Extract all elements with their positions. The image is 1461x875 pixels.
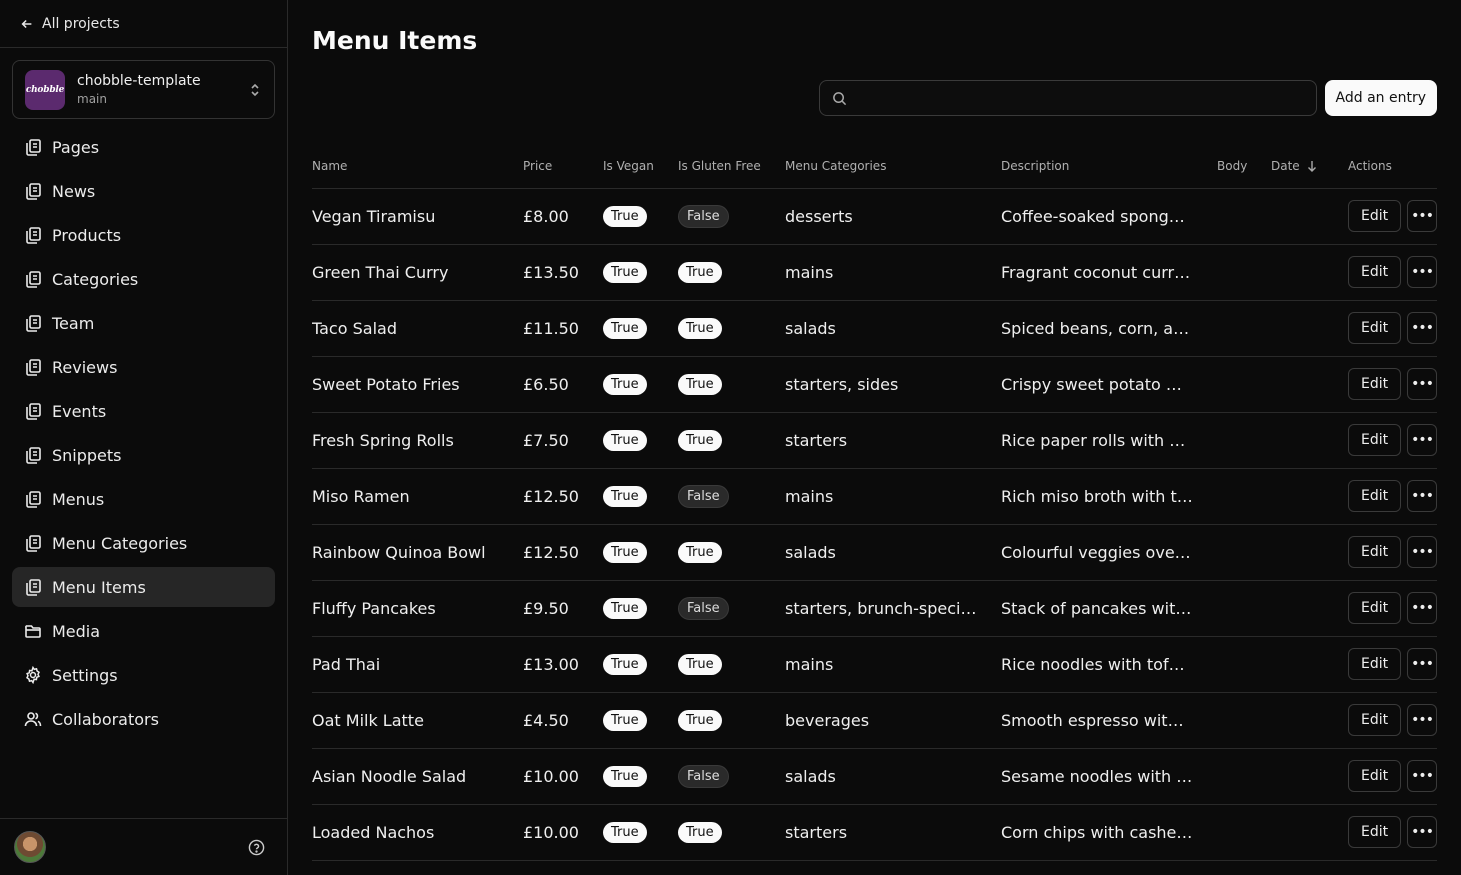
boolean-badge: True bbox=[603, 486, 647, 507]
cell-date bbox=[1271, 580, 1348, 636]
boolean-badge: False bbox=[678, 597, 729, 620]
edit-button[interactable]: Edit bbox=[1348, 536, 1401, 568]
table-body bbox=[312, 188, 1437, 860]
cell-menu-categories: starters, brunch-speci… bbox=[785, 580, 1001, 636]
cell-date bbox=[1271, 804, 1348, 860]
row-actions bbox=[1348, 536, 1437, 568]
column-header-description bbox=[1001, 144, 1217, 188]
more-options-button[interactable]: ••• bbox=[1407, 816, 1437, 848]
cell-actions bbox=[1348, 244, 1437, 300]
entries-table bbox=[312, 144, 1437, 861]
table-row[interactable] bbox=[312, 692, 1437, 748]
cell-actions bbox=[1348, 524, 1437, 580]
page-title: Menu Items bbox=[312, 26, 478, 55]
cell-description: Colourful veggies ove… bbox=[1001, 524, 1217, 580]
more-options-button[interactable]: ••• bbox=[1407, 704, 1437, 736]
cell-price: £12.50 bbox=[523, 468, 603, 524]
table-row[interactable] bbox=[312, 524, 1437, 580]
edit-button[interactable]: Edit bbox=[1348, 480, 1401, 512]
cell-body bbox=[1217, 300, 1271, 356]
boolean-badge: True bbox=[603, 430, 647, 451]
cell-menu-categories: desserts bbox=[785, 188, 1001, 244]
column-header-label: Is Vegan bbox=[603, 158, 654, 173]
search-icon bbox=[832, 91, 847, 106]
cell-name: Taco Salad bbox=[312, 300, 523, 356]
cell-price: £4.50 bbox=[523, 692, 603, 748]
row-actions bbox=[1348, 760, 1437, 792]
cell-is-vegan bbox=[603, 300, 678, 356]
toolbar bbox=[312, 80, 1437, 116]
column-header-label: Actions bbox=[1348, 158, 1392, 173]
cell-name: Fluffy Pancakes bbox=[312, 580, 523, 636]
sidebar-nav bbox=[0, 127, 287, 743]
column-header-price bbox=[523, 144, 603, 188]
column-header-is-gluten-free bbox=[678, 144, 785, 188]
table-row[interactable] bbox=[312, 356, 1437, 412]
project-info bbox=[77, 73, 236, 106]
sidebar-item-news[interactable] bbox=[12, 171, 275, 211]
edit-button[interactable]: Edit bbox=[1348, 592, 1401, 624]
cell-price: £9.50 bbox=[523, 580, 603, 636]
sidebar-item-menus[interactable] bbox=[12, 479, 275, 519]
cell-price: £12.50 bbox=[523, 524, 603, 580]
collection-icon bbox=[24, 534, 42, 552]
arrow-left-icon bbox=[20, 17, 34, 31]
boolean-badge: False bbox=[678, 485, 729, 508]
cell-name: Vegan Tiramisu bbox=[312, 188, 523, 244]
sidebar-item-label: Pages bbox=[52, 137, 100, 157]
edit-button[interactable]: Edit bbox=[1348, 312, 1401, 344]
table-row[interactable] bbox=[312, 748, 1437, 804]
boolean-badge: True bbox=[678, 318, 722, 339]
boolean-badge: True bbox=[678, 654, 722, 675]
sidebar-item-events[interactable] bbox=[12, 391, 275, 431]
cell-body bbox=[1217, 692, 1271, 748]
main-content bbox=[288, 0, 1461, 875]
column-header-name bbox=[312, 144, 523, 188]
cell-is-vegan bbox=[603, 748, 678, 804]
sidebar-item-label: Collaborators bbox=[52, 709, 159, 729]
cell-name: Sweet Potato Fries bbox=[312, 356, 523, 412]
cell-body bbox=[1217, 804, 1271, 860]
sidebar-item-products[interactable] bbox=[12, 215, 275, 255]
cell-date bbox=[1271, 244, 1348, 300]
collection-icon bbox=[24, 226, 42, 244]
cell-is-gluten-free bbox=[678, 244, 785, 300]
cell-description: Corn chips with cashe… bbox=[1001, 804, 1217, 860]
table-row[interactable] bbox=[312, 300, 1437, 356]
boolean-badge: True bbox=[678, 710, 722, 731]
sidebar-item-label: News bbox=[52, 181, 96, 201]
cell-name: Miso Ramen bbox=[312, 468, 523, 524]
cell-is-vegan bbox=[603, 468, 678, 524]
table-row[interactable] bbox=[312, 804, 1437, 860]
cell-price: £13.00 bbox=[523, 636, 603, 692]
cell-menu-categories: salads bbox=[785, 748, 1001, 804]
boolean-badge: True bbox=[678, 374, 722, 395]
cell-description: Fragrant coconut curr… bbox=[1001, 244, 1217, 300]
edit-button[interactable]: Edit bbox=[1348, 816, 1401, 848]
project-name: chobble-template bbox=[77, 73, 201, 89]
table-row[interactable] bbox=[312, 412, 1437, 468]
cell-is-gluten-free bbox=[678, 804, 785, 860]
sidebar-item-label: Media bbox=[52, 621, 101, 641]
more-options-button[interactable]: ••• bbox=[1407, 760, 1437, 792]
cell-menu-categories: salads bbox=[785, 524, 1001, 580]
sidebar-item-label: Settings bbox=[52, 665, 118, 685]
cell-is-gluten-free bbox=[678, 692, 785, 748]
collection-icon bbox=[24, 270, 42, 288]
cell-actions bbox=[1348, 580, 1437, 636]
cell-name: Fresh Spring Rolls bbox=[312, 412, 523, 468]
cell-menu-categories: starters bbox=[785, 804, 1001, 860]
column-header-label: Price bbox=[523, 158, 553, 173]
cell-is-gluten-free bbox=[678, 524, 785, 580]
cell-menu-categories: salads bbox=[785, 300, 1001, 356]
sidebar-item-label: Snippets bbox=[52, 445, 122, 465]
sidebar-item-label: Menu Items bbox=[52, 577, 146, 597]
cell-date bbox=[1271, 188, 1348, 244]
edit-button[interactable]: Edit bbox=[1348, 256, 1401, 288]
search-box bbox=[819, 80, 1317, 116]
cell-description: Spiced beans, corn, a… bbox=[1001, 300, 1217, 356]
cell-date bbox=[1271, 412, 1348, 468]
cell-menu-categories: mains bbox=[785, 636, 1001, 692]
cell-description: Rice paper rolls with … bbox=[1001, 412, 1217, 468]
cell-actions bbox=[1348, 188, 1437, 244]
sidebar-item-settings[interactable] bbox=[12, 655, 275, 695]
row-actions bbox=[1348, 200, 1437, 232]
cell-date bbox=[1271, 356, 1348, 412]
column-header-actions bbox=[1348, 144, 1437, 188]
all-projects-label: All projects bbox=[42, 15, 120, 32]
sidebar-item-categories[interactable] bbox=[12, 259, 275, 299]
cell-is-gluten-free bbox=[678, 468, 785, 524]
chevrons-up-down-icon bbox=[248, 81, 262, 99]
boolean-badge: True bbox=[603, 374, 647, 395]
arrow-down-icon[interactable] bbox=[1306, 160, 1318, 172]
cell-body bbox=[1217, 188, 1271, 244]
cell-menu-categories: starters, sides bbox=[785, 356, 1001, 412]
cell-is-gluten-free bbox=[678, 188, 785, 244]
table-row[interactable] bbox=[312, 580, 1437, 636]
boolean-badge: True bbox=[678, 262, 722, 283]
row-actions bbox=[1348, 592, 1437, 624]
cell-date bbox=[1271, 692, 1348, 748]
boolean-badge: True bbox=[603, 654, 647, 675]
cell-is-vegan bbox=[603, 412, 678, 468]
column-header-label: Name bbox=[312, 158, 348, 173]
gear-icon bbox=[24, 666, 42, 684]
boolean-badge: False bbox=[678, 205, 729, 228]
cell-menu-categories: starters bbox=[785, 412, 1001, 468]
boolean-badge: True bbox=[678, 542, 722, 563]
sidebar-item-pages[interactable] bbox=[12, 127, 275, 167]
cell-description: Stack of pancakes wit… bbox=[1001, 580, 1217, 636]
edit-button[interactable]: Edit bbox=[1348, 424, 1401, 456]
edit-button[interactable]: Edit bbox=[1348, 760, 1401, 792]
edit-button[interactable]: Edit bbox=[1348, 648, 1401, 680]
boolean-badge: True bbox=[603, 262, 647, 283]
cell-body bbox=[1217, 412, 1271, 468]
row-actions bbox=[1348, 648, 1437, 680]
cell-actions bbox=[1348, 636, 1437, 692]
all-projects-link[interactable] bbox=[0, 0, 287, 48]
cell-menu-categories: beverages bbox=[785, 692, 1001, 748]
collection-icon bbox=[24, 490, 42, 508]
cell-actions bbox=[1348, 748, 1437, 804]
cell-is-gluten-free bbox=[678, 356, 785, 412]
cell-actions bbox=[1348, 804, 1437, 860]
add-entry-button[interactable]: Add an entry bbox=[1325, 80, 1437, 116]
sidebar-item-label: Menus bbox=[52, 489, 105, 509]
sidebar-item-label: Categories bbox=[52, 269, 139, 289]
boolean-badge: True bbox=[603, 766, 647, 787]
more-options-button[interactable]: ••• bbox=[1407, 592, 1437, 624]
cell-is-gluten-free bbox=[678, 412, 785, 468]
column-header-label: Body bbox=[1217, 158, 1248, 173]
cell-body bbox=[1217, 524, 1271, 580]
sidebar-item-label: Team bbox=[52, 313, 95, 333]
cell-price: £10.00 bbox=[523, 748, 603, 804]
row-actions bbox=[1348, 424, 1437, 456]
collection-icon bbox=[24, 314, 42, 332]
cell-price: £13.50 bbox=[523, 244, 603, 300]
cell-name: Asian Noodle Salad bbox=[312, 748, 523, 804]
more-options-button[interactable]: ••• bbox=[1407, 536, 1437, 568]
boolean-badge: True bbox=[603, 598, 647, 619]
cell-body bbox=[1217, 748, 1271, 804]
cell-is-gluten-free bbox=[678, 748, 785, 804]
sidebar-item-label: Menu Categories bbox=[52, 533, 188, 553]
cell-body bbox=[1217, 244, 1271, 300]
cell-is-vegan bbox=[603, 244, 678, 300]
edit-button[interactable]: Edit bbox=[1348, 200, 1401, 232]
cell-body bbox=[1217, 580, 1271, 636]
boolean-badge: True bbox=[603, 206, 647, 227]
collection-icon bbox=[24, 138, 42, 156]
row-actions bbox=[1348, 480, 1437, 512]
table-row[interactable] bbox=[312, 244, 1437, 300]
sidebar-item-menu-items[interactable] bbox=[12, 567, 275, 607]
cell-actions bbox=[1348, 468, 1437, 524]
cell-description: Smooth espresso wit… bbox=[1001, 692, 1217, 748]
cell-actions bbox=[1348, 356, 1437, 412]
row-actions bbox=[1348, 256, 1437, 288]
cell-description: Crispy sweet potato … bbox=[1001, 356, 1217, 412]
cell-body bbox=[1217, 468, 1271, 524]
more-options-button[interactable]: ••• bbox=[1407, 424, 1437, 456]
cell-is-vegan bbox=[603, 804, 678, 860]
boolean-badge: False bbox=[678, 765, 729, 788]
help-circle-icon[interactable] bbox=[248, 839, 265, 856]
sidebar-item-reviews[interactable] bbox=[12, 347, 275, 387]
row-actions bbox=[1348, 312, 1437, 344]
column-header-is-vegan bbox=[603, 144, 678, 188]
cell-actions bbox=[1348, 300, 1437, 356]
more-options-button[interactable]: ••• bbox=[1407, 480, 1437, 512]
cell-menu-categories: mains bbox=[785, 244, 1001, 300]
more-options-button[interactable]: ••• bbox=[1407, 368, 1437, 400]
cell-is-vegan bbox=[603, 580, 678, 636]
boolean-badge: True bbox=[678, 430, 722, 451]
cell-description: Rice noodles with tof… bbox=[1001, 636, 1217, 692]
cell-date bbox=[1271, 524, 1348, 580]
cell-description: Rich miso broth with t… bbox=[1001, 468, 1217, 524]
more-options-button[interactable]: ••• bbox=[1407, 256, 1437, 288]
boolean-badge: True bbox=[603, 542, 647, 563]
table-row[interactable] bbox=[312, 468, 1437, 524]
column-header-date[interactable] bbox=[1271, 144, 1348, 188]
collection-icon bbox=[24, 446, 42, 464]
cell-actions bbox=[1348, 412, 1437, 468]
cell-description: Sesame noodles with … bbox=[1001, 748, 1217, 804]
boolean-badge: True bbox=[603, 822, 647, 843]
more-options-button[interactable]: ••• bbox=[1407, 312, 1437, 344]
boolean-badge: True bbox=[603, 318, 647, 339]
cell-description: Coffee-soaked spong… bbox=[1001, 188, 1217, 244]
cell-is-gluten-free bbox=[678, 300, 785, 356]
column-header-body bbox=[1217, 144, 1271, 188]
cell-price: £7.50 bbox=[523, 412, 603, 468]
project-branch: main bbox=[77, 92, 107, 106]
row-actions bbox=[1348, 368, 1437, 400]
more-options-button[interactable]: ••• bbox=[1407, 200, 1437, 232]
cell-price: £8.00 bbox=[523, 188, 603, 244]
cell-actions bbox=[1348, 692, 1437, 748]
avatar[interactable] bbox=[14, 831, 46, 863]
cell-name: Pad Thai bbox=[312, 636, 523, 692]
cell-price: £6.50 bbox=[523, 356, 603, 412]
sidebar-item-label: Products bbox=[52, 225, 122, 245]
column-header-label: Is Gluten Free bbox=[678, 158, 761, 173]
cell-name: Loaded Nachos bbox=[312, 804, 523, 860]
cell-is-vegan bbox=[603, 188, 678, 244]
collection-icon bbox=[24, 578, 42, 596]
users-icon bbox=[24, 710, 42, 728]
cell-name: Rainbow Quinoa Bowl bbox=[312, 524, 523, 580]
column-header-label: Date bbox=[1271, 158, 1300, 173]
boolean-badge: True bbox=[678, 822, 722, 843]
sidebar-item-label: Reviews bbox=[52, 357, 118, 377]
sidebar-item-media[interactable] bbox=[12, 611, 275, 651]
sidebar-footer bbox=[0, 818, 287, 875]
table-row[interactable] bbox=[312, 636, 1437, 692]
column-header-label: Description bbox=[1001, 158, 1070, 173]
column-header-label: Menu Categories bbox=[785, 158, 887, 173]
column-header-menu-categories bbox=[785, 144, 1001, 188]
sidebar bbox=[0, 0, 288, 875]
sidebar-item-snippets[interactable] bbox=[12, 435, 275, 475]
cell-is-vegan bbox=[603, 692, 678, 748]
cell-is-gluten-free bbox=[678, 636, 785, 692]
cell-menu-categories: mains bbox=[785, 468, 1001, 524]
cell-date bbox=[1271, 748, 1348, 804]
cell-body bbox=[1217, 636, 1271, 692]
sidebar-item-label: Events bbox=[52, 401, 107, 421]
collection-icon bbox=[24, 358, 42, 376]
cell-date bbox=[1271, 468, 1348, 524]
cell-is-vegan bbox=[603, 636, 678, 692]
sidebar-item-team[interactable] bbox=[12, 303, 275, 343]
sidebar-item-collaborators[interactable] bbox=[12, 699, 275, 739]
project-logo: chobble bbox=[25, 70, 65, 110]
cell-name: Oat Milk Latte bbox=[312, 692, 523, 748]
row-actions bbox=[1348, 816, 1437, 848]
cell-price: £11.50 bbox=[523, 300, 603, 356]
cell-is-vegan bbox=[603, 356, 678, 412]
row-actions bbox=[1348, 704, 1437, 736]
project-switcher[interactable] bbox=[12, 60, 275, 119]
sidebar-item-menu-categories[interactable] bbox=[12, 523, 275, 563]
folder-icon bbox=[24, 622, 42, 640]
cell-is-vegan bbox=[603, 524, 678, 580]
table-header-row bbox=[312, 144, 1437, 188]
cell-price: £10.00 bbox=[523, 804, 603, 860]
cell-date bbox=[1271, 300, 1348, 356]
boolean-badge: True bbox=[603, 710, 647, 731]
search-input[interactable] bbox=[855, 90, 1316, 106]
more-options-button[interactable]: ••• bbox=[1407, 648, 1437, 680]
cell-date bbox=[1271, 636, 1348, 692]
collection-icon bbox=[24, 402, 42, 420]
edit-button[interactable]: Edit bbox=[1348, 704, 1401, 736]
table-row[interactable] bbox=[312, 188, 1437, 244]
cell-name: Green Thai Curry bbox=[312, 244, 523, 300]
cell-is-gluten-free bbox=[678, 580, 785, 636]
edit-button[interactable]: Edit bbox=[1348, 368, 1401, 400]
cell-body bbox=[1217, 356, 1271, 412]
collection-icon bbox=[24, 182, 42, 200]
